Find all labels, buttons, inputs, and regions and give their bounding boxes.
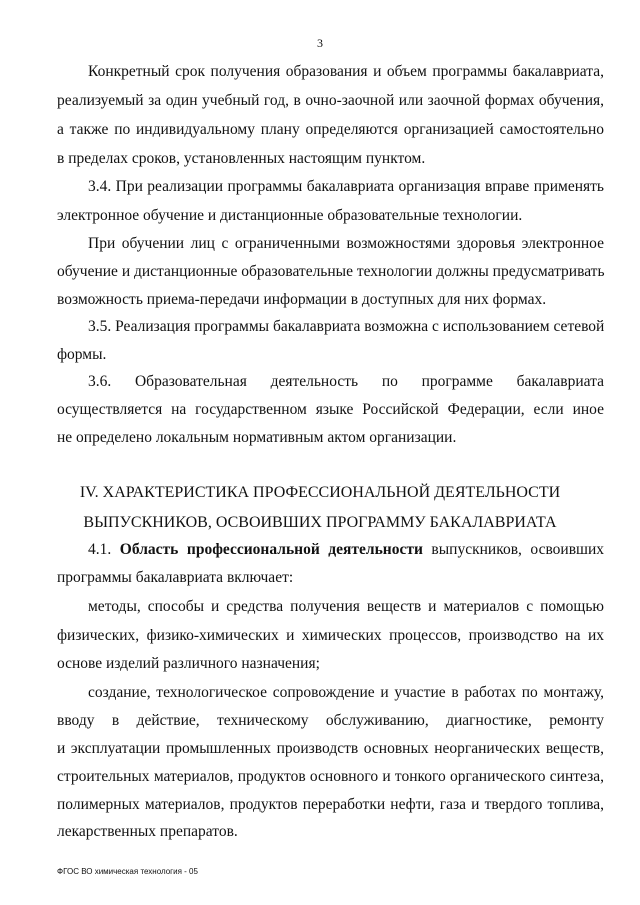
list-item-line: полимерных материалов, продуктов переработки нефти, газа и твердого топлива, <box>57 796 604 813</box>
text-line: не определено локальным нормативным актом организации. <box>57 429 457 446</box>
text-line: осуществляется на государственном языке Российской Федерации, если иное <box>57 401 604 418</box>
text-line: формы. <box>57 346 107 363</box>
section-heading: ВЫПУСКНИКОВ, ОСВОИВШИХ ПРОГРАММУ БАКАЛАВРИАТА <box>83 514 557 531</box>
text-line: возможность приема-передачи информации в доступных для них формах. <box>57 291 547 308</box>
text-line: 3.4. При реализации программы бакалавриата организация вправе применять <box>88 178 604 195</box>
text-line: программы бакалавриата включает: <box>57 569 294 586</box>
text-line: 3.5. Реализация программы бакалавриата возможна с использованием сетевой <box>88 318 605 335</box>
section-41-line <box>88 540 604 560</box>
text-line: Конкретный срок получения образования и объем программы бакалавриата, <box>88 63 604 80</box>
text-line: 3.6. Образовательная деятельность по программе бакалавриата <box>88 373 604 390</box>
list-item-line: лекарственных препаратов. <box>57 823 238 840</box>
section-heading: IV. ХАРАКТЕРИСТИКА ПРОФЕССИОНАЛЬНОЙ ДЕЯТЕЛЬНОСТИ <box>79 484 561 501</box>
text-line: реализуемый за один учебный год, в очно-заочной или заочной формах обучения, <box>57 92 604 109</box>
text-line: а также по индивидуальному плану определяются организацией самостоятельно <box>57 121 604 138</box>
text-line: При обучении лиц с ограниченными возможностями здоровья электронное <box>88 235 604 252</box>
text-line: обучение и дистанционные образовательные технологии должны предусматривать <box>57 263 605 280</box>
list-item-line: методы, способы и средства получения веществ и материалов с помощью <box>88 598 604 615</box>
bold-term: Область профессиональной деятельности <box>119 541 423 558</box>
text-line: электронное обучение и дистанционные образовательные технологии. <box>57 207 523 224</box>
list-item-line: физических, физико-химических и химических процессов, производство на их <box>57 627 604 644</box>
page-number: 3 <box>317 36 323 50</box>
section-number: 4.1. <box>88 541 120 558</box>
section-41-rest: выпускников, освоивших <box>422 541 605 558</box>
text-line: в пределах сроков, установленных настоящим пунктом. <box>57 150 426 167</box>
list-item-line: и эксплуатации промышленных производств основных неорганических веществ, <box>57 740 604 757</box>
list-item-line: вводу в действие, техническому обслуживанию, диагностике, ремонту <box>57 712 604 729</box>
list-item-line: создание, технологическое сопровождение и участие в работах по монтажу, <box>88 684 604 701</box>
list-item-line: основе изделий различного назначения; <box>57 655 320 672</box>
footer: ФГОС ВО химическая технология - 05 <box>57 867 198 876</box>
list-item-line: строительных материалов, продуктов основного и тонкого органического синтеза, <box>57 768 604 785</box>
